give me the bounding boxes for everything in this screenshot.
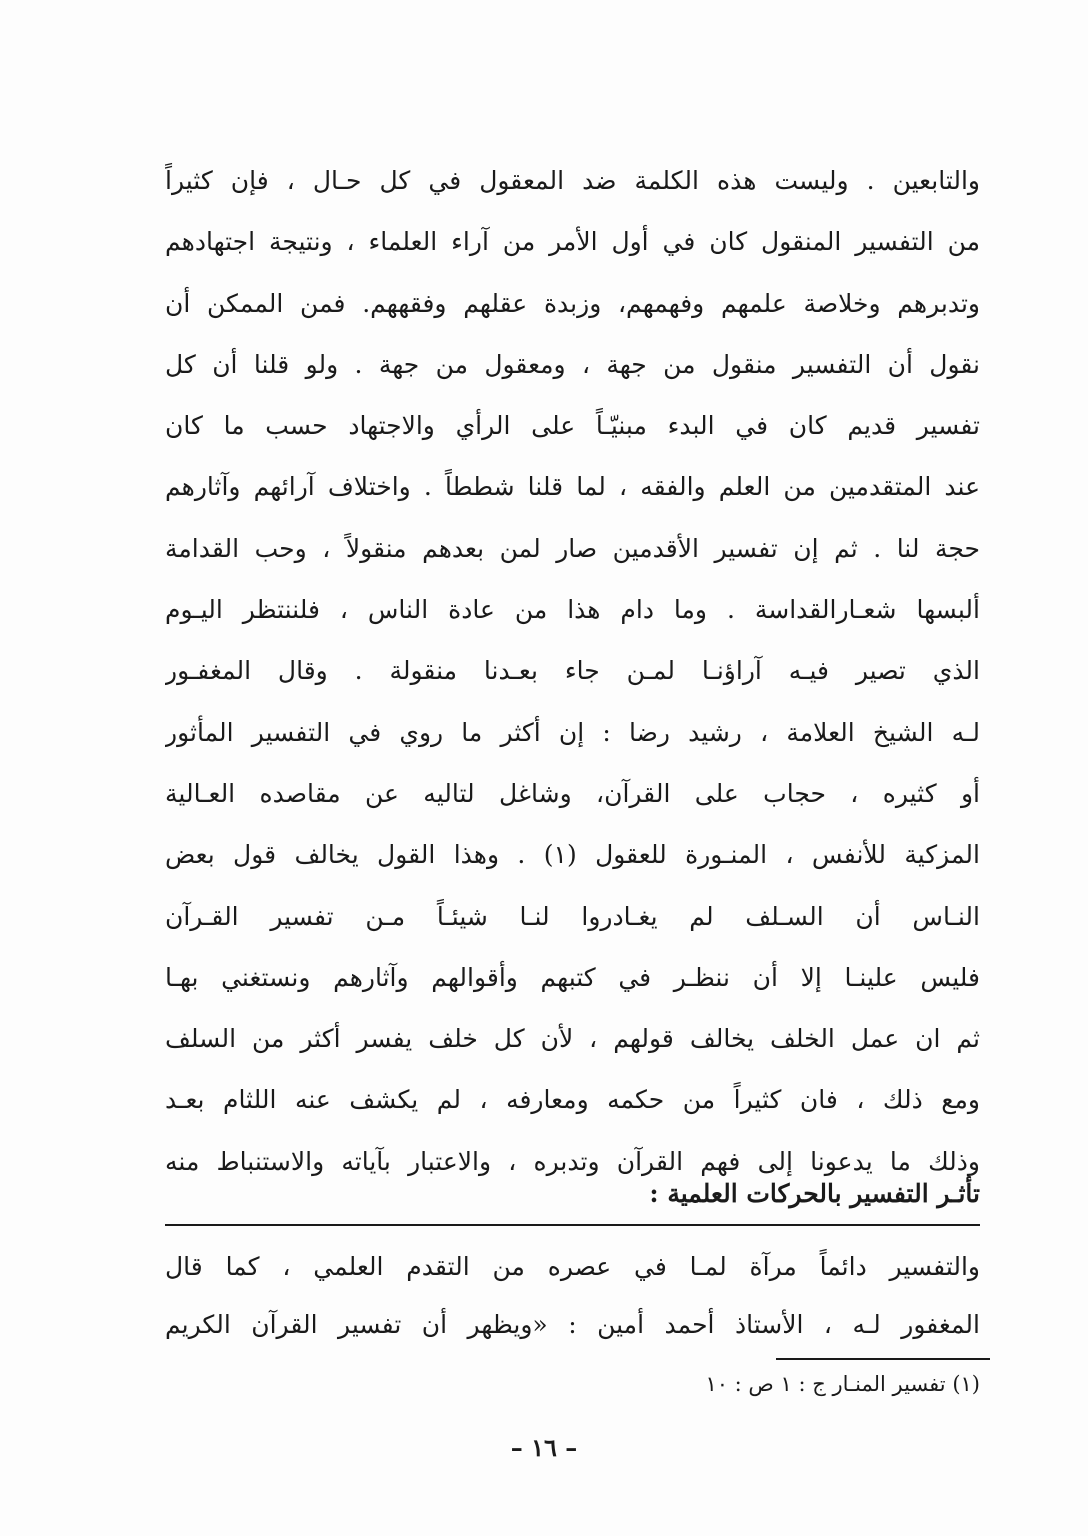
text-line: أو كثيره ، حجاب على القرآن، وشاغل لتاليه عن مقاصده العـالية (165, 778, 980, 808)
text-line: من التفسير المنقول كان في أول الأمر من آراء العلماء ، ونتيجة اجتهادهم (165, 227, 980, 257)
text-line: ألبسها شعـارالقداسة . وما دام هذا من عادة الناس ، فلننتظر اليـوم (165, 595, 980, 625)
text-line: ومع ذلك ، فان كثيراً من حكمه ومعارفه ، لم يكشف عنه اللثام بعـد (165, 1085, 980, 1115)
second-paragraph (165, 1238, 980, 1354)
text-line: النـاس أن السـلف لم يغـادروا لنـا شيئـاً مـن تفسير القـرآن (165, 901, 980, 931)
text-line: حجة لنا . ثم إن تفسير الأقدمين صار لمن بعدهم منقولاً ، وحب القدامة (165, 533, 980, 563)
text-line: عند المتقدمين من العلم والفقه ، لما قلنا شططاً . واختلاف آرائهم وآثارهم (165, 472, 980, 502)
page-number: – ١٦ – (510, 1433, 578, 1462)
main-paragraph (165, 150, 980, 1192)
text-line: المزكية للأنفس ، المنـورة للعقول (١) . وهذا القول يخالف قول بعض (165, 840, 980, 870)
text-line: نقول أن التفسير منقول من جهة ، ومعقول من جهة . ولو قلنا أن كل (165, 349, 980, 379)
text-line: فليس علينـا إلا أن ننظـر في كتبهم وأقوالهم وآثارهم ونستغني بهـا (165, 962, 980, 992)
text-line: وذلك ما يدعونا إلى فهم القرآن وتدبره ، والاعتبار بآياته والاستنباط منه (165, 1146, 980, 1176)
text-line: لـه الشيخ العلامة ، رشيد رضا : إن أكثر ما روي في التفسير المأثور (165, 717, 980, 747)
text-line: الذي تصير فيـه آراؤنـا لمـن جاء بعـدنا منقولة . وقال المغفـور (165, 656, 980, 686)
text-line: والتابعين . وليست هذه الكلمة ضد المعقول في كل حـال ، فإن كثيراً (165, 166, 980, 195)
text-line: ثم ان عمل الخلف يخالف قولهم ، لأن كل خلف يفسر أكثر من السلف (165, 1024, 980, 1054)
section-heading: تأثـر التفسير بالحركات العلمية : (165, 1168, 980, 1226)
footnote: (١) تفسير المنـار ج : ١ ص : ١٠ (705, 1372, 980, 1396)
text-line: والتفسير دائماً مرآة لمـا في عصره من التقدم العلمي ، كما قال (165, 1252, 980, 1281)
footnote-divider (776, 1358, 990, 1360)
text-line: وتدبرهم وخلاصة علمهم وفهمهم، وزبدة عقلهم وفقههم. فمن الممكن أن (165, 288, 980, 318)
text-line: تفسير قديم كان في البدء مبنيّـاً على الرأي والاجتهاد حسب ما كان (165, 411, 980, 441)
text-line: المغفور لـه ، الأستاذ أحمد أمين : «ويظهر أن تفسير القرآن الكريم (165, 1310, 980, 1339)
